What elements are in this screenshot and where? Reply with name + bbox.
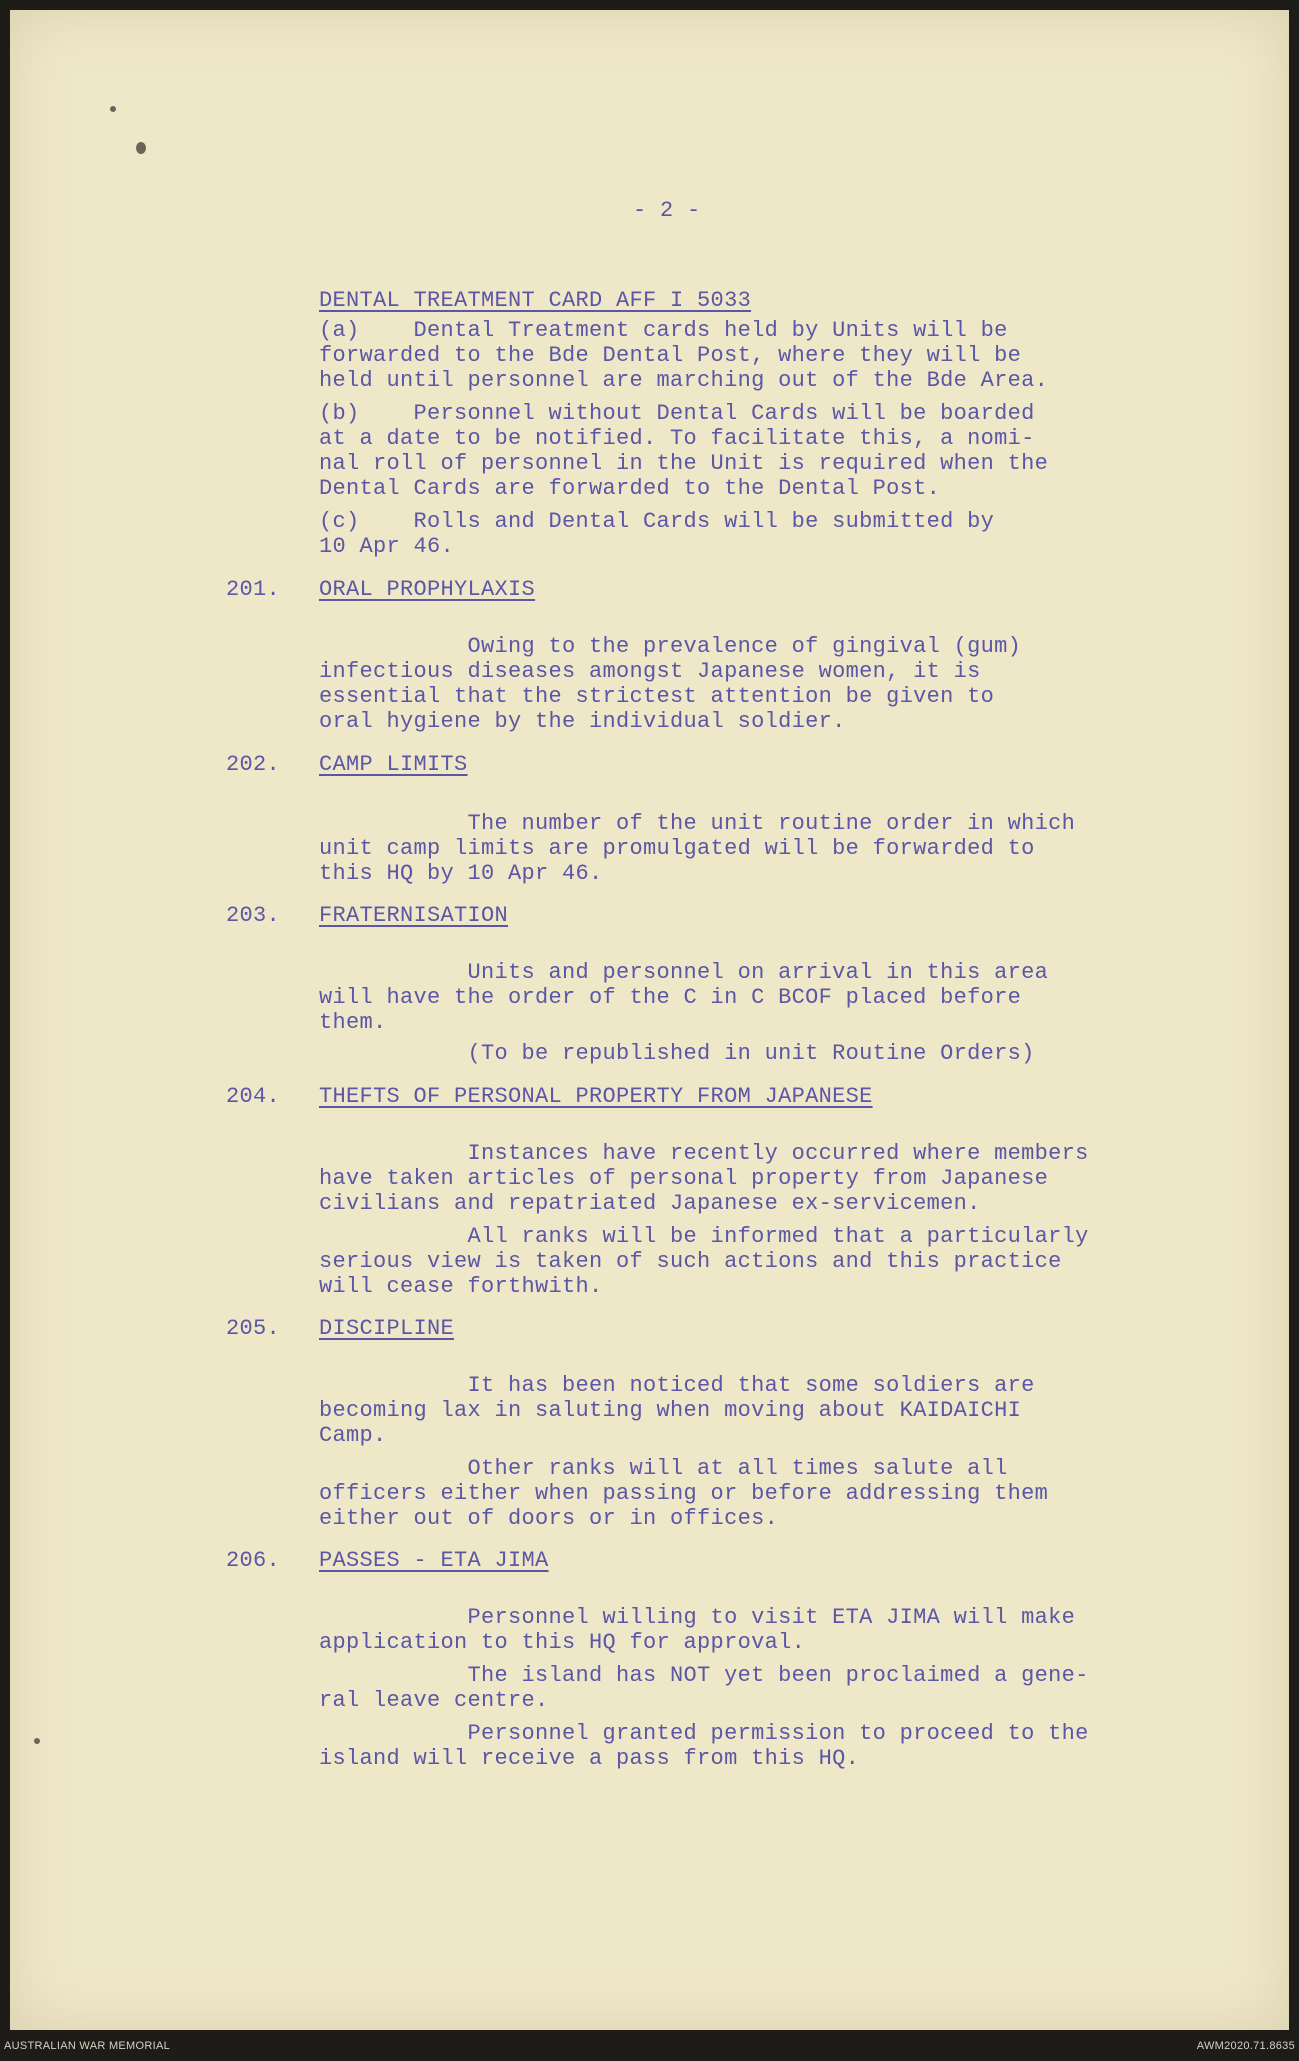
body-line: island will receive a pass from this HQ.	[319, 1746, 860, 1771]
page-number: - 2 -	[633, 198, 701, 223]
body-line: oral hygiene by the individual soldier.	[319, 709, 846, 734]
hole-punch-mark	[110, 106, 116, 112]
body-line: Other ranks will at all times salute all	[319, 1456, 1008, 1481]
body-line: either out of doors or in offices.	[319, 1506, 779, 1531]
footer-accession-number: AWM2020.71.8635	[1196, 2040, 1295, 2052]
section-number: 202.	[226, 752, 281, 777]
body-line: nal roll of personnel in the Unit is required when the	[319, 451, 1049, 476]
body-line: have taken articles of personal property from Japanese	[319, 1166, 1049, 1191]
section-number: 201.	[226, 577, 281, 602]
body-line: The number of the unit routine order in which	[319, 811, 1076, 836]
body-line: becoming lax in saluting when moving about KAIDAICHI	[319, 1398, 1022, 1423]
body-line: ral leave centre.	[319, 1688, 549, 1713]
body-line: application to this HQ for approval.	[319, 1630, 806, 1655]
body-line: Dental Cards are forwarded to the Dental Post.	[319, 476, 941, 501]
section-heading-oral-prophylaxis: ORAL PROPHYLAXIS	[319, 577, 536, 602]
body-line: Owing to the prevalence of gingival (gum)	[319, 634, 1022, 659]
body-line: Instances have recently occurred where members	[319, 1141, 1089, 1166]
body-line: forwarded to the Bde Dental Post, where they will be	[319, 343, 1022, 368]
section-number: 205.	[226, 1316, 281, 1341]
document-page	[10, 10, 1289, 2030]
section-number: 203.	[226, 903, 281, 928]
body-line: (c) Rolls and Dental Cards will be submitted by	[319, 509, 995, 534]
body-line: Personnel willing to visit ETA JIMA will make	[319, 1605, 1076, 1630]
section-heading-passes: PASSES - ETA JIMA	[319, 1548, 549, 1573]
body-line: serious view is taken of such actions and this practice	[319, 1249, 1062, 1274]
section-heading-thefts: THEFTS OF PERSONAL PROPERTY FROM JAPANESE	[319, 1084, 873, 1109]
body-line: Camp.	[319, 1423, 387, 1448]
body-line: will cease forthwith.	[319, 1274, 603, 1299]
body-line: unit camp limits are promulgated will be forwarded to	[319, 836, 1035, 861]
body-line: this HQ by 10 Apr 46.	[319, 861, 603, 886]
body-line: Units and personnel on arrival in this area	[319, 960, 1049, 985]
section-heading-camp-limits: CAMP LIMITS	[319, 752, 468, 777]
body-line: held until personnel are marching out of the Bde Area.	[319, 368, 1049, 393]
body-line: officers either when passing or before addressing them	[319, 1481, 1049, 1506]
body-line: essential that the strictest attention be given to	[319, 684, 995, 709]
body-line: them.	[319, 1010, 387, 1035]
body-line: (To be republished in unit Routine Orders)	[319, 1041, 1035, 1066]
body-line: It has been noticed that some soldiers are	[319, 1373, 1035, 1398]
body-line: 10 Apr 46.	[319, 534, 455, 559]
section-number: 206.	[226, 1548, 281, 1573]
body-line: infectious diseases amongst Japanese women, it is	[319, 659, 981, 684]
section-heading-fraternisation: FRATERNISATION	[319, 903, 509, 928]
section-number: 204.	[226, 1084, 281, 1109]
body-line: at a date to be notified. To facilitate this, a nomi-	[319, 426, 1035, 451]
hole-punch-mark	[136, 142, 146, 154]
section-heading-discipline: DISCIPLINE	[319, 1316, 455, 1341]
body-line: (a) Dental Treatment cards held by Units will be	[319, 318, 1008, 343]
footer-credit: AUSTRALIAN WAR MEMORIAL	[4, 2040, 171, 2052]
body-line: All ranks will be informed that a particularly	[319, 1224, 1089, 1249]
section-heading-dental-treatment-card: DENTAL TREATMENT CARD AFF I 5033	[319, 288, 752, 313]
body-line: Personnel granted permission to proceed to the	[319, 1721, 1089, 1746]
body-line: The island has NOT yet been proclaimed a gene-	[319, 1663, 1089, 1688]
body-line: (b) Personnel without Dental Cards will be boarded	[319, 401, 1035, 426]
ink-dot	[34, 1738, 40, 1744]
body-line: civilians and repatriated Japanese ex-servicemen.	[319, 1191, 981, 1216]
body-line: will have the order of the C in C BCOF placed before	[319, 985, 1022, 1010]
